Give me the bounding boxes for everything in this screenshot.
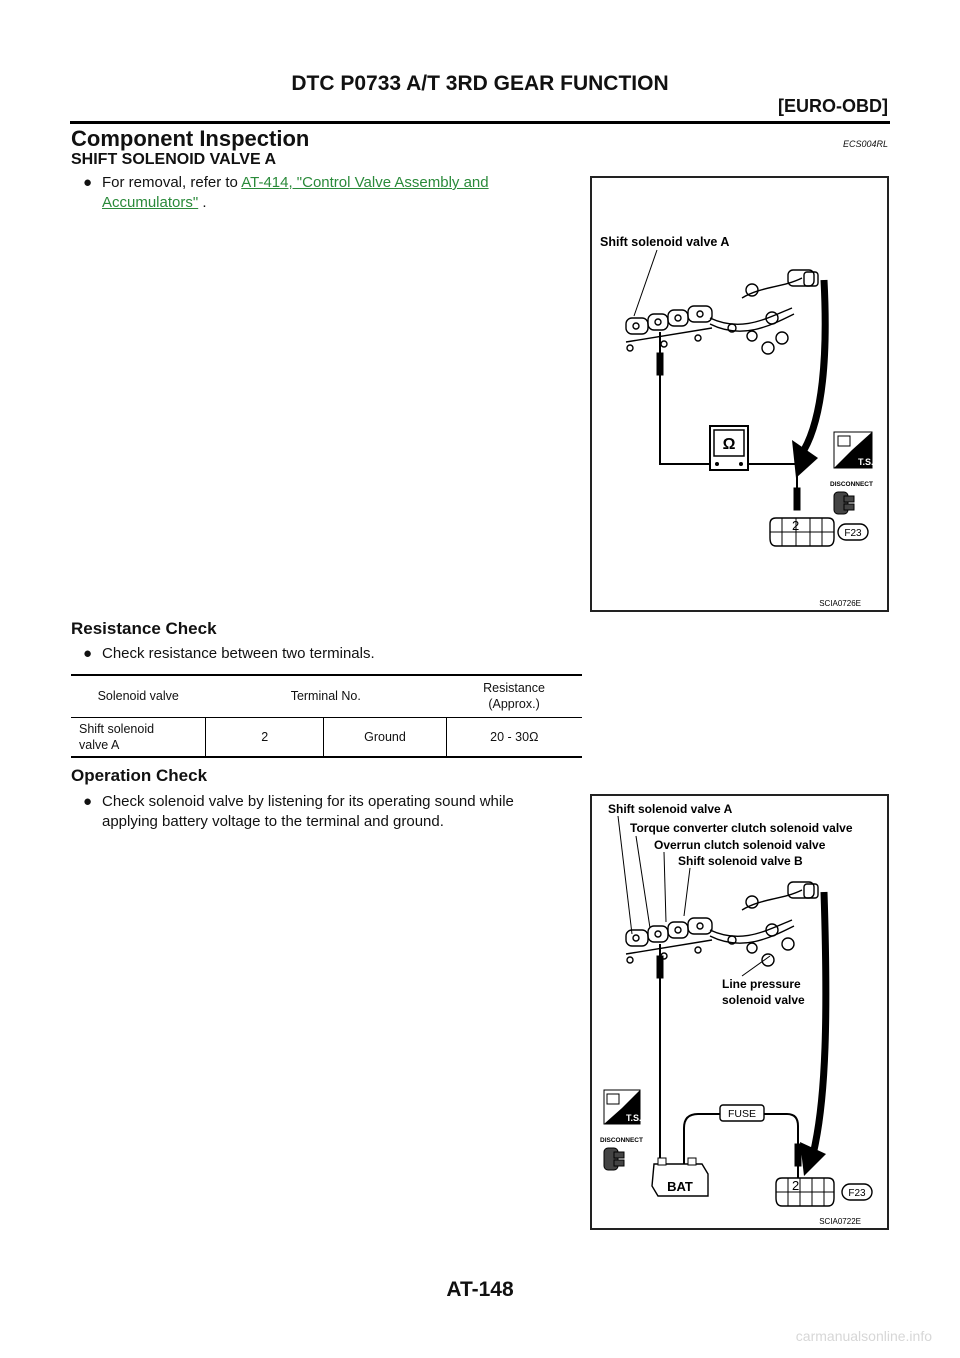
connector-label: F23 <box>844 528 862 539</box>
figure1-diagram <box>592 178 887 610</box>
subsection-title: SHIFT SOLENOID VALVE A <box>71 151 277 168</box>
figure-resistance-check <box>590 176 889 612</box>
ohmmeter-icon <box>710 426 748 470</box>
terminal-number: 2 <box>792 1178 800 1193</box>
figure-code: SCIA0726E <box>819 599 861 608</box>
connector-label: F23 <box>848 1188 866 1199</box>
operation-line-1: Check solenoid valve by listening for its operating sound while <box>102 793 514 810</box>
ohm-symbol: Ω <box>722 436 736 453</box>
resistance-bullet-text: Check resistance between two terminals. <box>102 645 375 662</box>
resistance-table-wrap <box>71 674 582 758</box>
disconnect-icon <box>834 492 854 514</box>
label-shift-solenoid-b: Shift solenoid valve B <box>678 854 803 868</box>
table-header-row <box>71 675 582 717</box>
cell-terminal: 2 <box>205 717 323 757</box>
header-resistance <box>446 675 582 717</box>
disconnect-label: DISCONNECT <box>830 481 873 488</box>
control-valve-illustration <box>626 270 818 354</box>
fuse-label: FUSE <box>727 1108 757 1120</box>
disconnect-icon <box>604 1148 624 1170</box>
ts-label: T.S. <box>858 457 874 467</box>
label-shift-solenoid-a: Shift solenoid valve A <box>600 235 730 249</box>
ts-icon <box>604 1090 642 1124</box>
cell-solenoid-line2: valve A <box>79 737 120 752</box>
pointer-arrow <box>804 280 825 450</box>
removal-line-2 <box>102 193 579 213</box>
control-valve-illustration <box>626 882 818 966</box>
control-valve-link[interactable]: AT-414, "Control Valve Assembly and <box>241 174 489 191</box>
connector-f23 <box>770 518 868 546</box>
disconnect-label: DISCONNECT <box>600 1137 643 1144</box>
cell-solenoid <box>71 717 205 757</box>
resistance-bullet <box>83 644 579 664</box>
leader-line <box>634 250 657 316</box>
bullet-icon: ● <box>83 174 93 191</box>
label-line-pressure-2: solenoid valve <box>722 993 805 1007</box>
header-rule <box>70 121 890 124</box>
control-valve-link-cont[interactable]: Accumulators" <box>102 194 199 211</box>
section-title: Component Inspection <box>71 126 310 151</box>
operation-line-2: applying battery voltage to the terminal and ground. <box>102 813 444 830</box>
battery-icon <box>652 1158 708 1196</box>
removal-bullet <box>83 173 579 213</box>
ts-icon <box>834 432 874 468</box>
resistance-check-title: Resistance Check <box>71 619 217 638</box>
header-terminal: Terminal No. <box>290 689 361 704</box>
connector-f23 <box>776 1178 872 1206</box>
page-number: AT-148 <box>446 1278 514 1301</box>
removal-line-1 <box>102 173 579 193</box>
label-torque-converter: Torque converter clutch solenoid valve <box>630 821 853 835</box>
ts-label: T.S. <box>626 1113 642 1123</box>
label-overrun-clutch: Overrun clutch solenoid valve <box>654 838 826 852</box>
header-resistance-line1: Resistance <box>483 681 545 696</box>
operation-check-title: Operation Check <box>71 766 208 785</box>
figure-operation-check <box>590 794 889 1230</box>
bullet-icon: ● <box>83 793 93 810</box>
removal-prefix: For removal, refer to <box>102 174 238 191</box>
watermark: carmanualsonline.info <box>795 1328 932 1344</box>
cell-ground: Ground <box>324 717 446 757</box>
operation-bullet <box>83 792 579 832</box>
resistance-table <box>71 674 582 758</box>
bullet-icon: ● <box>83 645 93 662</box>
figure-code: SCIA0722E <box>819 1217 861 1226</box>
battery-label: BAT <box>667 1179 693 1194</box>
header-solenoid: Solenoid valve <box>97 689 179 704</box>
label-shift-solenoid-a: Shift solenoid valve A <box>608 802 733 816</box>
removal-suffix: . <box>202 194 207 211</box>
pointer-arrow <box>814 892 826 1150</box>
cell-solenoid-line1: Shift solenoid <box>79 721 155 736</box>
tester-wiring <box>657 332 800 510</box>
table-row <box>71 717 582 757</box>
terminal-number: 2 <box>792 518 800 533</box>
cell-resistance: 20 - 30Ω <box>446 717 582 757</box>
page-header-title: DTC P0733 A/T 3RD GEAR FUNCTION <box>291 72 669 95</box>
fuse-icon <box>720 1105 764 1121</box>
page-header-subtitle: [EURO-OBD] <box>778 96 888 116</box>
figure2-diagram <box>592 796 887 1228</box>
header-resistance-line2: (Approx.) <box>488 697 540 712</box>
section-code: ECS004RL <box>843 139 889 149</box>
label-line-pressure-1: Line pressure <box>722 977 801 991</box>
